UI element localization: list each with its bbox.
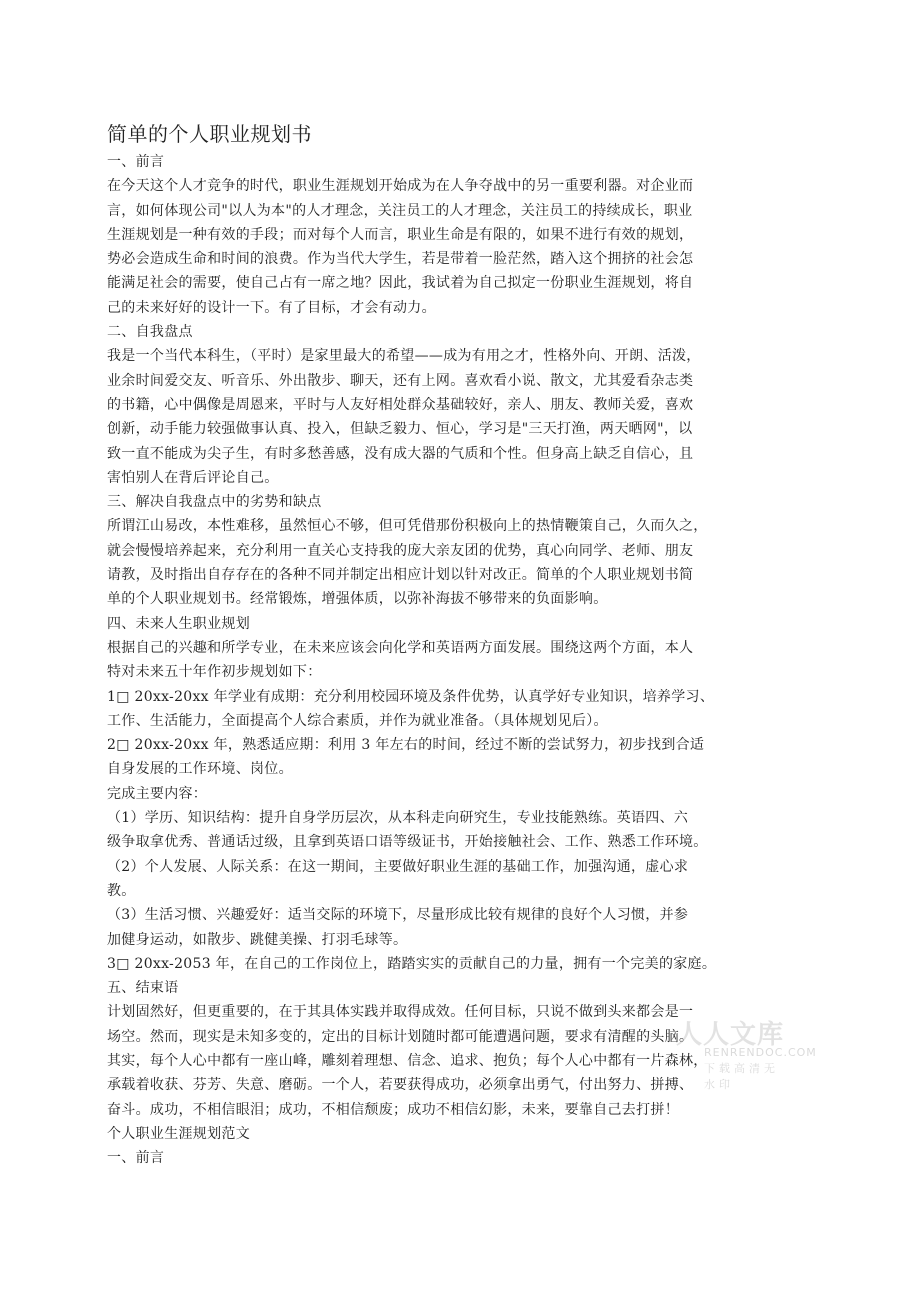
text-line: 3□ 20xx-2053 年，在自己的工作岗位上，踏踏实实的贡献自己的力量，拥有一个完美的家庭。 — [107, 955, 717, 972]
text-line: 级争取拿优秀、普通话过级，且拿到英语口语等级证书，开始接触社会、工作、熟悉工作环境。 — [107, 834, 708, 851]
text-line: 生涯规划是一种有效的手段；而对每个人而言，职业生命是有限的，如果不进行有效的规划， — [107, 226, 694, 243]
text-line: 承载着收获、芬芳、失意、磨砺。一个人，若要获得成功，必须拿出勇气，付出努力、拼搏、 — [107, 1077, 694, 1094]
text-line: 2□ 20xx-20xx 年，熟悉适应期：利用 3 年左右的时间，经过不断的尝试努力，初步找到合适 — [107, 737, 705, 754]
text-line: 场空。然而，现实是未知多变的，定出的目标计划随时都可能遭遇问题，要求有清醒的头脑。 — [107, 1028, 694, 1045]
text-line: 一、前言 — [107, 1150, 165, 1167]
text-line: 势必会造成生命和时间的浪费。作为当代大学生，若是带着一脸茫然，踏入这个拥挤的社会怎 — [107, 251, 694, 268]
text-line: 在今天这个人才竞争的时代，职业生涯规划开始成为在人争夺战中的另一重要利器。对企业而 — [107, 178, 694, 195]
text-line: 致一直不能成为尖子生，有时多愁善感，没有成大器的气质和个性。但身高上缺乏自信心，且 — [107, 445, 694, 462]
text-line: 个人职业生涯规划范文 — [107, 1125, 250, 1142]
text-line: 二、自我盘点 — [107, 324, 193, 341]
text-line: 教。 — [107, 882, 136, 899]
text-line: 所谓江山易改，本性难移，虽然恒心不够，但可凭借那份积极向上的热情鞭策自己，久而久之， — [107, 518, 708, 535]
text-line: 特对未来五十年作初步规划如下： — [107, 664, 322, 681]
text-line: 一、前言 — [107, 154, 165, 170]
text-line: 创新，动手能力较强做事认真、投入，但缺乏毅力、恒心，学习是"三天打渔，两天晒网"，以 — [107, 421, 693, 438]
text-line: 1□ 20xx-20xx 年学业有成期：充分利用校园环境及条件优势，认真学好专业知识，培养学习、 — [107, 688, 715, 705]
text-line: 工作、生活能力，全面提高个人综合素质，并作为就业准备。（具体规划见后）。 — [107, 712, 608, 729]
text-line: 我是一个当代本科生，（平时）是家里最大的希望——成为有用之才，性格外向、开朗、活泼， — [107, 348, 701, 365]
text-line: 加健身运动，如散步、跳健美操、打羽毛球等。 — [107, 931, 408, 948]
text-line: 自身发展的工作环境、岗位。 — [107, 761, 293, 778]
text-line: 害怕别人在背后评论自己。 — [107, 469, 279, 486]
text-line: （2）个人发展、人际关系：在这一期间，主要做好职业生涯的基础工作，加强沟通，虚心求 — [107, 858, 689, 875]
text-line: 就会慢慢培养起来，充分利用一直关心支持我的庞大亲友团的优势，真心向同学、老师、朋友 — [107, 542, 694, 559]
watermark-url: RENRENDOC.COM — [704, 1046, 817, 1059]
text-line: 根据自己的兴趣和所学专业，在未来应该会向化学和英语两方面发展。围绕这两个方面，本人 — [107, 639, 694, 656]
text-line: 的书籍，心中偶像是周恩来，平时与人友好相处群众基础较好，亲人、朋友、教师关爱，喜欢 — [107, 396, 694, 413]
text-line: 其实，每个人心中都有一座山峰，雕刻着理想、信念、追求、抱负；每个人心中都有一片森林， — [107, 1052, 708, 1069]
document-title: 简单的个人职业规划书 — [107, 122, 312, 146]
text-line: 业余时间爱交友、听音乐、外出散步、聊天，还有上网。喜欢看小说、散文，尤其爱看杂志类 — [107, 372, 694, 389]
text-line: （1）学历、知识结构：提升自身学历层次，从本科走向研究生，专业技能熟练。英语四、六 — [107, 810, 689, 827]
text-line: 完成主要内容： — [107, 785, 208, 802]
text-line: 己的未来好好的设计一下。有了目标，才会有动力。 — [107, 299, 436, 316]
text-line: 能满足社会的需要，使自己占有一席之地？因此，我试着为自己拟定一份职业生涯规划，将自 — [107, 275, 694, 292]
text-line: （3）生活习惯、兴趣爱好：适当交际的环境下，尽量形成比较有规律的良好个人习惯，并参 — [107, 907, 689, 924]
document-body — [107, 120, 717, 1170]
watermark-brand: 人人文库 — [676, 1020, 785, 1050]
text-line: 请教，及时指出自存存在的各种不同并制定出相应计划以针对改正。简单的个人职业规划书简 — [107, 567, 694, 584]
text-line: 单的个人职业规划书。经常锻炼，增强体质，以弥补海拔不够带来的负面影响。 — [107, 591, 608, 608]
text-line: 奋斗。成功，不相信眼泪；成功，不相信颓废；成功不相信幻影，未来，要靠自己去打拼！ — [107, 1101, 679, 1118]
text-line: 五、结束语 — [107, 980, 179, 997]
text-line: 言，如何体现公司"以人为本"的人才理念，关注员工的人才理念，关注员工的持续成长，职业 — [107, 202, 693, 219]
text-line: 四、未来人生职业规划 — [107, 615, 250, 632]
text-line: 计划固然好，但更重要的，在于其具体实践并取得成效。任何目标，只说不做到头来都会是一 — [107, 1004, 694, 1021]
watermark-tagline: 下载高清无水印 — [704, 1062, 779, 1091]
document-lines — [107, 150, 717, 1170]
text-line: 三、解决自我盘点中的劣势和缺点 — [107, 494, 322, 511]
